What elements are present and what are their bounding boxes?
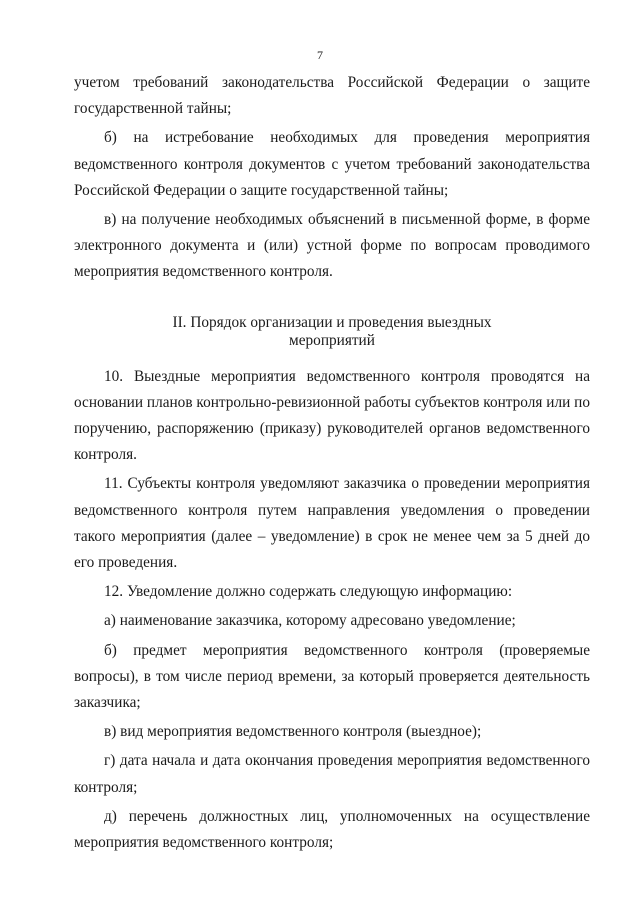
- paragraph-12-a: а) наименование заказчика, которому адресовано уведомление;: [104, 612, 516, 630]
- page-number: 7: [317, 48, 323, 62]
- paragraph-item-b: б) на истребование необходимых для проведения мероприятия ведомственного контроля документов с учетом требований законодательства Российской Федерации о защите государственной тайны;: [74, 129, 590, 199]
- section-heading-line-2: мероприятий: [289, 331, 375, 349]
- paragraph-12-b: б) предмет мероприятия ведомственного контроля (проверяемые вопросы), в том числе период времени, за который проверяется деятельность заказчика;: [74, 641, 590, 712]
- paragraph-11: 11. Субъекты контроля уведомляют заказчика о проведении мероприятия ведомственного контроля путем направления уведомления о проведении такого мероприятия (далее – уведомление) в срок не менее чем за 5 дней до его проведения.: [74, 475, 590, 572]
- section-heading: [74, 314, 590, 350]
- paragraph-10: 10. Выездные мероприятия ведомственного контроля проводятся на основании планов контрольно-ревизионной работы субъектов контроля или по поручению, распоряжению (приказу) руководителей органов ведомственного контроля.: [74, 367, 590, 464]
- paragraph-12-g: г) дата начала и дата окончания проведения мероприятия ведомственного контроля;: [74, 752, 590, 796]
- paragraph-12-d: д) перечень должностных лиц, уполномоченных на осуществление мероприятия ведомственного контроля;: [74, 807, 590, 852]
- section-heading-line-1: II. Порядок организации и проведения выездных: [172, 313, 492, 331]
- paragraph-continuation: учетом требований законодательства Российской Федерации о защите государственной тайны;: [74, 74, 590, 118]
- paragraph-12-v: в) вид мероприятия ведомственного контроля (выездное);: [104, 723, 482, 741]
- paragraph-12: 12. Уведомление должно содержать следующую информацию:: [104, 583, 513, 601]
- paragraph-item-v: в) на получение необходимых объяснений в письменной форме, в форме электронного документа и (или) устной форме по вопросам проводимого мероприятия ведомственного контроля.: [74, 211, 590, 281]
- document-body: [74, 70, 590, 856]
